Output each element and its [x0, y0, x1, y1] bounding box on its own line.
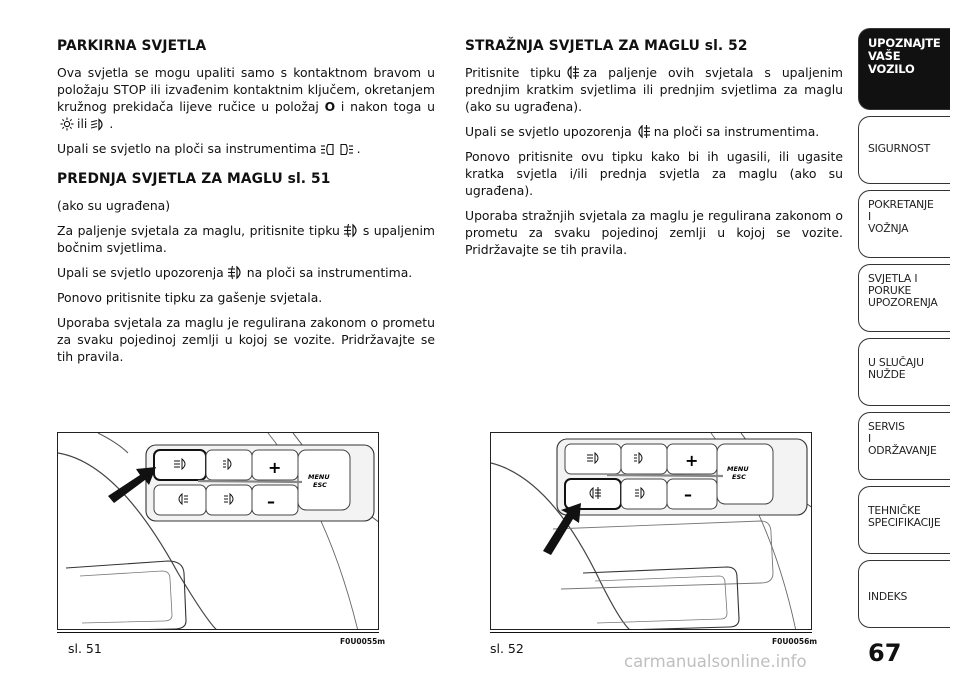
parking-light-icon: [60, 117, 74, 131]
minus-button-label-52: –: [684, 485, 692, 504]
left-column: [57, 38, 435, 373]
figure-51-code: F0U0055m: [340, 637, 386, 646]
paragraph-parking-2: Upali se svjetlo na ploči sa instrumentima .: [57, 141, 361, 156]
rear-fog-warning-icon: [635, 124, 651, 139]
paragraph-rear-fog-2: Upali se svjetlo upozorenja na ploči sa instrumentima.: [465, 124, 820, 139]
tab-tehnicke-specifikacije[interactable]: TEHNIČKE SPECIFIKACIJE: [858, 486, 950, 554]
dashboard-illustration-52: [491, 433, 812, 630]
figure-52-rear-fog-button: [490, 432, 812, 630]
heading-front-fog: PREDNJA SVJETLA ZA MAGLU sl. 51: [57, 171, 331, 187]
tab-sigurnost[interactable]: SIGURNOST: [858, 116, 950, 184]
tab-indeks[interactable]: INDEKS: [858, 560, 950, 628]
paragraph-rear-fog-4: Uporaba stražnjih svjetala za maglu je regulirana zakonom o prometu za svaku pojedinoj zemlji u kojoj se vozite. Pridržavajte se tih pravila.: [465, 208, 843, 257]
figure-52-code: F0U0056m: [772, 637, 818, 646]
heading-parking-lights: PARKIRNA SVJETLA: [57, 38, 207, 54]
menu-label-52: MENU: [727, 465, 749, 473]
front-fog-icon: [343, 223, 360, 238]
tab-upoznajte-vase-vozilo[interactable]: UPOZNAJTE VAŠE VOZILO: [858, 28, 950, 110]
tab-u-slucaju-nuzde[interactable]: U SLUČAJU NUŽDE: [858, 338, 950, 406]
figure-52-rule: [490, 632, 812, 633]
figure-51-front-fog-button: [57, 432, 379, 630]
figure-51-rule: [57, 632, 379, 633]
tab-servis-i-odrzavanje[interactable]: SERVIS I ODRŽAVANJE: [858, 412, 950, 480]
paragraph-front-fog-2: Za paljenje svjetala za maglu, pritisnite tipku s upaljenim bočnim svjetlima.: [57, 223, 435, 255]
paragraph-front-fog-3: Upali se svjetlo upozorenja na ploči sa instrumentima.: [57, 265, 413, 280]
minus-button-label: –: [267, 492, 275, 511]
ring-position-glyph: O: [324, 99, 336, 114]
right-column: [465, 38, 843, 266]
tab-pokretanje-i-voznja[interactable]: POKRETANJE I VOŽNJA: [858, 190, 950, 258]
page-number: 67: [868, 639, 902, 667]
paragraph-front-fog-1: (ako su ugrađena): [57, 198, 171, 213]
figure-51-caption: sl. 51: [68, 641, 102, 656]
esc-label: ESC: [313, 481, 327, 489]
low-beam-icon: [90, 118, 106, 131]
paragraph-rear-fog-3: Ponovo pritisnite ovu tipku kako bi ih ugasili, ili ugasite kratka svjetla i/ili prednja svjetla za maglu (ako su ugrađena).: [465, 149, 843, 198]
front-fog-warning-icon: [227, 265, 244, 280]
menu-label: MENU: [308, 473, 330, 481]
plus-button-label: +: [268, 458, 282, 477]
rear-fog-icon: [564, 65, 580, 80]
watermark: carmanualsonline.info: [624, 652, 807, 671]
esc-label-52: ESC: [732, 473, 746, 481]
dashboard-illustration-51: [58, 433, 379, 630]
plus-button-label-52: +: [685, 451, 699, 470]
paragraph-front-fog-5: Uporaba svjetala za maglu je regulirana zakonom o prometu za svaku pojedinoj zemlji u kojoj se vozite. Pridržavajte se tih pravila.: [57, 315, 435, 364]
heading-rear-fog: STRAŽNJA SVJETLA ZA MAGLU sl. 52: [465, 38, 748, 54]
side-lights-indicator-icon: [320, 143, 354, 156]
figure-52-caption: sl. 52: [490, 641, 524, 656]
paragraph-parking-1: Ova svjetla se mogu upaliti samo s kontaktnom bravom u položaju STOP ili izvađenim kontaktnim ključem, okretanjem kružnog prekidača lijeve ručice u položaj O i nakon toga uili .: [57, 65, 435, 131]
tab-svjetla-i-poruke[interactable]: SVJETLA I PORUKE UPOZORENJA: [858, 264, 950, 332]
paragraph-front-fog-4: Ponovo pritisnite tipku za gašenje svjetala.: [57, 290, 323, 305]
paragraph-rear-fog-1: Pritisnite tipku za paljenje ovih svjetala s upaljenim prednjim kratkim svjetlima ili prednjim svjetlima za maglu (ako su ugrađena).: [465, 65, 843, 114]
